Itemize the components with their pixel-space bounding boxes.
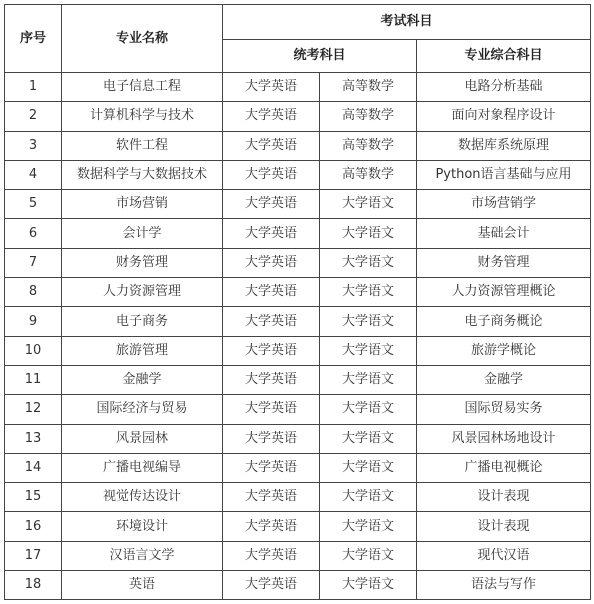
comprehensive-subject: 电路分析基础	[417, 73, 591, 102]
unified-subject-2: 大学语文	[320, 571, 417, 600]
exam-subjects-table	[4, 4, 591, 600]
comprehensive-subject: 旅游学概论	[417, 336, 591, 365]
unified-subject-1: 大学英语	[223, 307, 320, 336]
unified-subject-1: 大学英语	[223, 424, 320, 453]
comprehensive-subject: 基础会计	[417, 219, 591, 248]
comprehensive-subject: Python语言基础与应用	[417, 160, 591, 189]
major-name: 旅游管理	[62, 336, 223, 365]
comprehensive-subject: 设计表现	[417, 483, 591, 512]
table-row	[5, 278, 591, 307]
unified-subject-2: 大学语文	[320, 512, 417, 541]
unified-subject-1: 大学英语	[223, 571, 320, 600]
table-row	[5, 453, 591, 482]
table-row	[5, 395, 591, 424]
table-row	[5, 365, 591, 394]
header-exam-subjects: 考试科目	[223, 5, 591, 40]
comprehensive-subject: 语法与写作	[417, 571, 591, 600]
row-number: 16	[5, 512, 62, 541]
table-row	[5, 190, 591, 219]
unified-subject-1: 大学英语	[223, 336, 320, 365]
table-body	[5, 73, 591, 600]
comprehensive-subject: 风景园林场地设计	[417, 424, 591, 453]
unified-subject-1: 大学英语	[223, 190, 320, 219]
unified-subject-2: 高等数学	[320, 102, 417, 131]
unified-subject-2: 大学语文	[320, 278, 417, 307]
unified-subject-2: 大学语文	[320, 365, 417, 394]
header-major: 专业名称	[62, 5, 223, 73]
comprehensive-subject: 设计表现	[417, 512, 591, 541]
unified-subject-2: 大学语文	[320, 307, 417, 336]
unified-subject-1: 大学英语	[223, 395, 320, 424]
table-row	[5, 424, 591, 453]
major-name: 视觉传达设计	[62, 483, 223, 512]
unified-subject-2: 大学语文	[320, 453, 417, 482]
major-name: 英语	[62, 571, 223, 600]
major-name: 电子信息工程	[62, 73, 223, 102]
header-comprehensive: 专业综合科目	[417, 40, 591, 73]
unified-subject-1: 大学英语	[223, 453, 320, 482]
unified-subject-2: 大学语文	[320, 190, 417, 219]
unified-subject-1: 大学英语	[223, 483, 320, 512]
comprehensive-subject: 电子商务概论	[417, 307, 591, 336]
unified-subject-2: 大学语文	[320, 424, 417, 453]
major-name: 电子商务	[62, 307, 223, 336]
major-name: 环境设计	[62, 512, 223, 541]
row-number: 1	[5, 73, 62, 102]
table-row	[5, 541, 591, 570]
unified-subject-2: 高等数学	[320, 131, 417, 160]
unified-subject-2: 大学语文	[320, 541, 417, 570]
unified-subject-1: 大学英语	[223, 278, 320, 307]
table-row	[5, 248, 591, 277]
unified-subject-1: 大学英语	[223, 102, 320, 131]
major-name: 国际经济与贸易	[62, 395, 223, 424]
major-name: 汉语言文学	[62, 541, 223, 570]
table-row	[5, 102, 591, 131]
major-name: 广播电视编导	[62, 453, 223, 482]
unified-subject-1: 大学英语	[223, 73, 320, 102]
row-number: 15	[5, 483, 62, 512]
unified-subject-2: 大学语文	[320, 483, 417, 512]
major-name: 数据科学与大数据技术	[62, 160, 223, 189]
major-name: 计算机科学与技术	[62, 102, 223, 131]
comprehensive-subject: 面向对象程序设计	[417, 102, 591, 131]
row-number: 12	[5, 395, 62, 424]
table-row	[5, 571, 591, 600]
major-name: 人力资源管理	[62, 278, 223, 307]
unified-subject-1: 大学英语	[223, 248, 320, 277]
comprehensive-subject: 现代汉语	[417, 541, 591, 570]
major-name: 金融学	[62, 365, 223, 394]
row-number: 17	[5, 541, 62, 570]
table-row	[5, 73, 591, 102]
header-seq: 序号	[5, 5, 62, 73]
unified-subject-2: 大学语文	[320, 336, 417, 365]
header-row-1	[5, 5, 591, 40]
row-number: 5	[5, 190, 62, 219]
unified-subject-1: 大学英语	[223, 131, 320, 160]
comprehensive-subject: 财务管理	[417, 248, 591, 277]
major-name: 风景园林	[62, 424, 223, 453]
unified-subject-2: 大学语文	[320, 248, 417, 277]
major-name: 会计学	[62, 219, 223, 248]
comprehensive-subject: 市场营销学	[417, 190, 591, 219]
comprehensive-subject: 金融学	[417, 365, 591, 394]
comprehensive-subject: 国际贸易实务	[417, 395, 591, 424]
comprehensive-subject: 数据库系统原理	[417, 131, 591, 160]
row-number: 7	[5, 248, 62, 277]
major-name: 市场营销	[62, 190, 223, 219]
row-number: 9	[5, 307, 62, 336]
row-number: 13	[5, 424, 62, 453]
unified-subject-1: 大学英语	[223, 512, 320, 541]
row-number: 11	[5, 365, 62, 394]
table-row	[5, 160, 591, 189]
table-row	[5, 219, 591, 248]
unified-subject-2: 高等数学	[320, 160, 417, 189]
unified-subject-2: 高等数学	[320, 73, 417, 102]
unified-subject-1: 大学英语	[223, 541, 320, 570]
unified-subject-1: 大学英语	[223, 160, 320, 189]
unified-subject-1: 大学英语	[223, 365, 320, 394]
header-unified: 统考科目	[223, 40, 417, 73]
table-row	[5, 512, 591, 541]
unified-subject-2: 大学语文	[320, 395, 417, 424]
row-number: 10	[5, 336, 62, 365]
unified-subject-1: 大学英语	[223, 219, 320, 248]
unified-subject-2: 大学语文	[320, 219, 417, 248]
row-number: 14	[5, 453, 62, 482]
table-row	[5, 307, 591, 336]
table-header	[5, 5, 591, 73]
major-name: 软件工程	[62, 131, 223, 160]
comprehensive-subject: 广播电视概论	[417, 453, 591, 482]
row-number: 2	[5, 102, 62, 131]
row-number: 3	[5, 131, 62, 160]
table-row	[5, 483, 591, 512]
row-number: 8	[5, 278, 62, 307]
row-number: 18	[5, 571, 62, 600]
comprehensive-subject: 人力资源管理概论	[417, 278, 591, 307]
table-row	[5, 131, 591, 160]
row-number: 4	[5, 160, 62, 189]
major-name: 财务管理	[62, 248, 223, 277]
row-number: 6	[5, 219, 62, 248]
table-row	[5, 336, 591, 365]
